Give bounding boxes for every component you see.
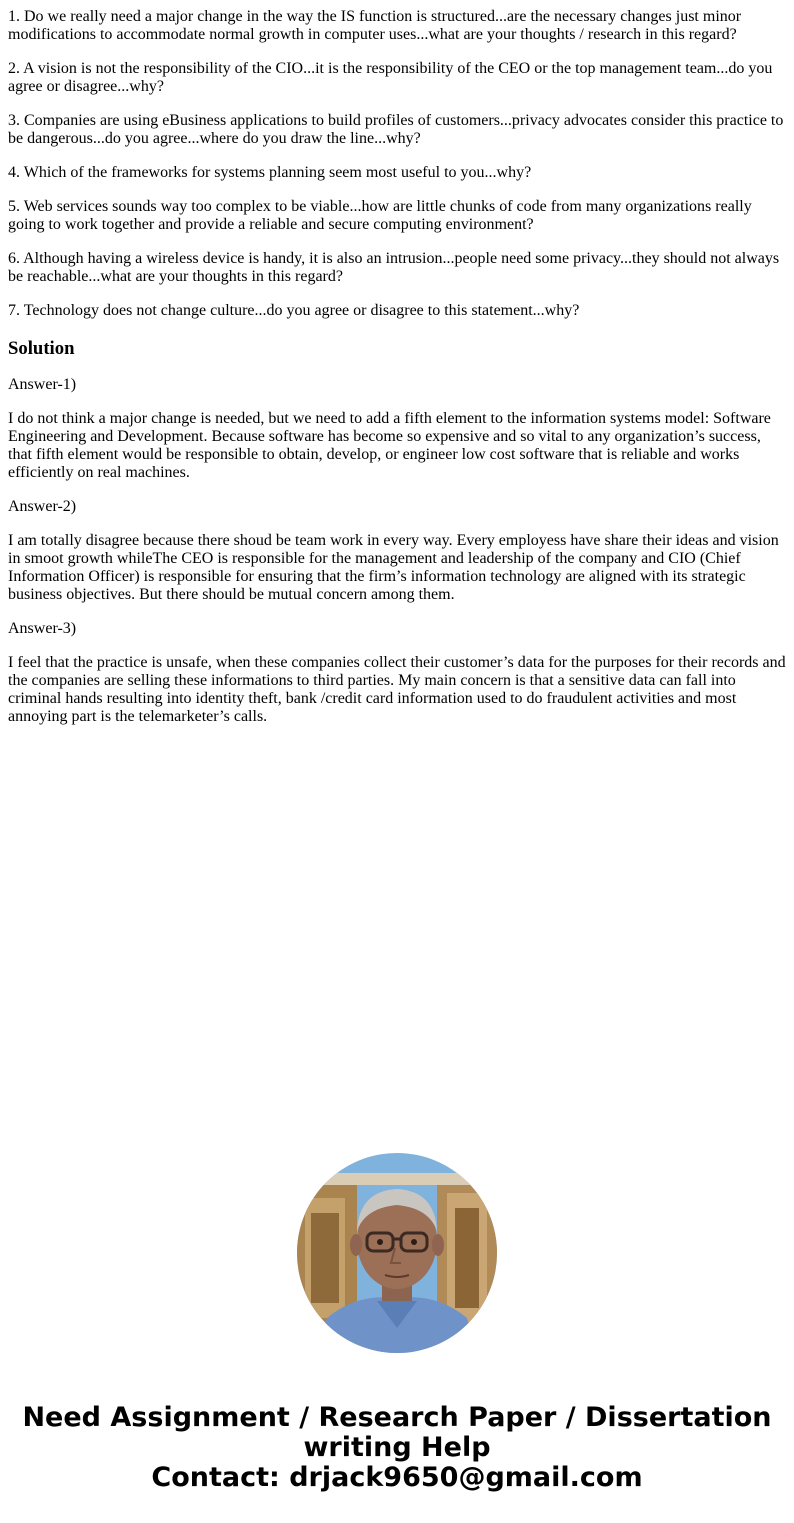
promo-line-2: writing Help bbox=[303, 1432, 491, 1463]
answer-3-label: Answer-3) bbox=[8, 620, 77, 637]
answer-1-label: Answer-1) bbox=[8, 376, 77, 393]
question-3: 3. Companies are using eBusiness applications to build profiles of customers...privacy advocates consider this practice to be dangerous...do you agree...where do you draw the line...why? bbox=[8, 112, 784, 147]
answer-2-label: Answer-2) bbox=[8, 498, 77, 515]
promo-contact: Contact: drjack9650@gmail.com bbox=[151, 1462, 643, 1493]
question-7: 7. Technology does not change culture...do you agree or disagree to this statement...why? bbox=[8, 302, 580, 319]
person-photo-icon bbox=[297, 1153, 497, 1353]
question-5: 5. Web services sounds way too complex to be viable...how are little chunks of code from many organizations really going to work together and provide a reliable and secure computing environment? bbox=[8, 198, 752, 233]
promo-line-1: Need Assignment / Research Paper / Dissertation bbox=[22, 1402, 772, 1433]
answer-3-text: I feel that the practice is unsafe, when these companies collect their customer’s data for the purposes for their records and the companies are selling these informations to third parties. My main concern is that a sensitive data can fall into criminal hands resulting into identity theft, bank /credit card information used to do fraudulent activities and most annoying part is the telemarketer’s calls. bbox=[8, 654, 786, 725]
document-content bbox=[8, 8, 786, 742]
answer-2-text: I am totally disagree because there shoud be team work in every way. Every employess have share their ideas and vision in smoot growth whileThe CEO is responsible for the management and leadership of the company and CIO (Chief Information Officer) is responsible for ensuring that the firm’s information technology are aligned with its strategic business objectives. But there should be mutual concern among them. bbox=[8, 532, 779, 603]
author-avatar bbox=[297, 1153, 497, 1353]
question-4: 4. Which of the frameworks for systems planning seem most useful to you...why? bbox=[8, 164, 532, 181]
question-2: 2. A vision is not the responsibility of the CIO...it is the responsibility of the CEO or the top management team...do you agree or disagree...why? bbox=[8, 60, 773, 95]
question-1: 1. Do we really need a major change in the way the IS function is structured...are the necessary changes just minor modifications to accommodate normal growth in computer uses...what are your thoughts / research in this regard? bbox=[8, 8, 742, 43]
question-6: 6. Although having a wireless device is handy, it is also an intrusion...people need some privacy...they should not always be reachable...what are your thoughts in this regard? bbox=[8, 250, 780, 285]
promo-banner bbox=[0, 1403, 794, 1493]
solution-heading: Solution bbox=[8, 338, 75, 359]
answer-1-text: I do not think a major change is needed, but we need to add a fifth element to the information systems model: Software Engineering and Development. Because software has become so expensive and so vital to any organization’s success, that fifth element would be responsible to obtain, develop, or engineer low cost software that is reliable and works efficiently on real machines. bbox=[8, 410, 771, 481]
